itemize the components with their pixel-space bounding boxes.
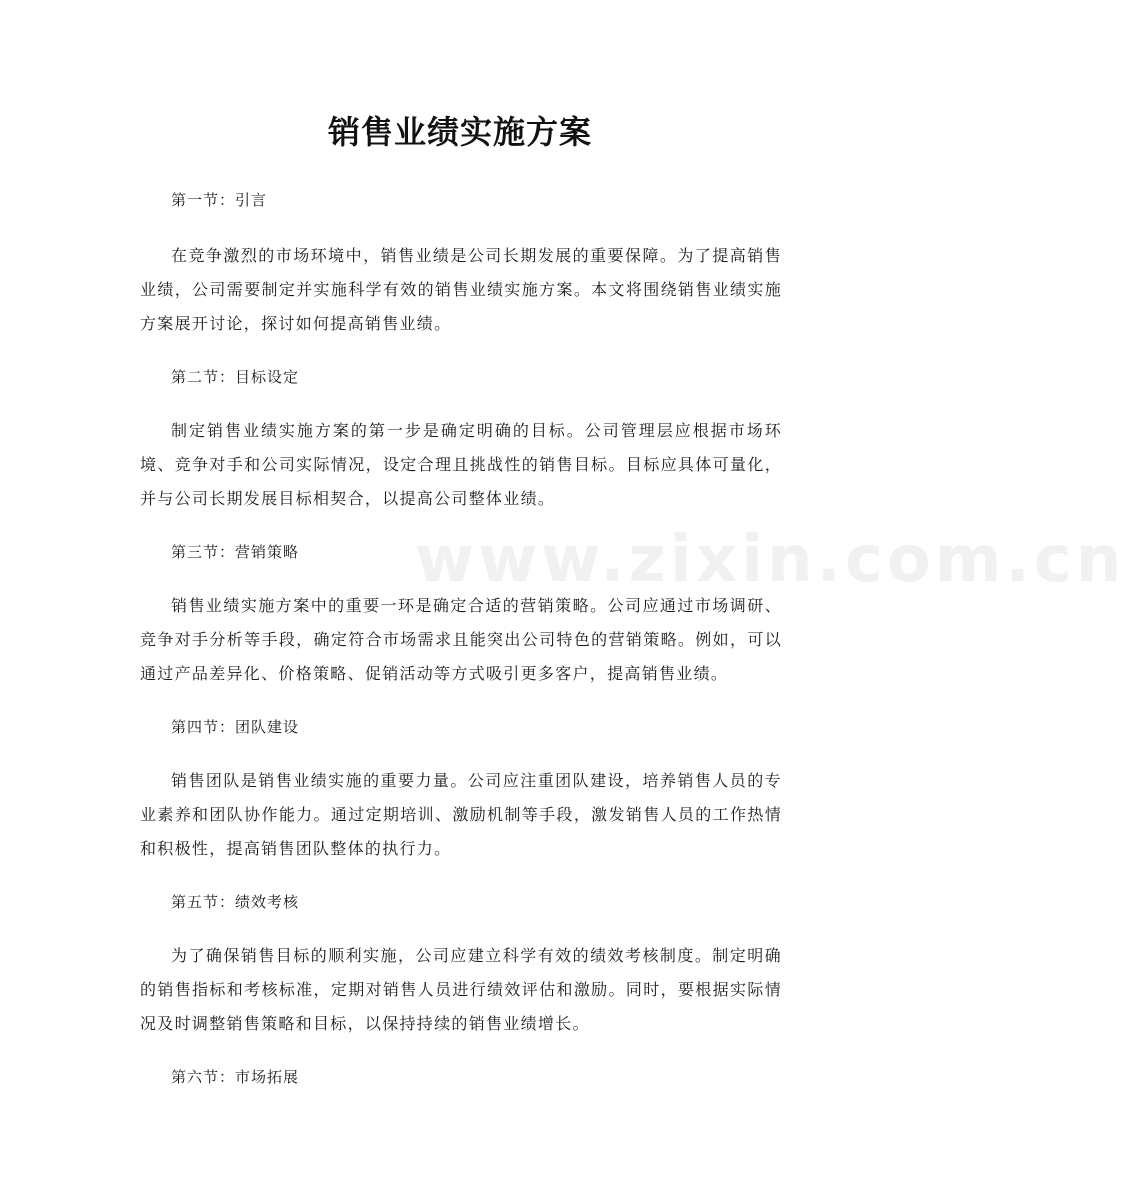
watermark: www.zixin.com.cn <box>415 523 1125 597</box>
section-heading-5: 第五节：绩效考核 <box>171 893 300 911</box>
section-heading-6: 第六节：市场拓展 <box>171 1068 300 1086</box>
page-title: 销售业绩实施方案 <box>327 113 592 151</box>
section-heading-1: 第一节：引言 <box>171 191 268 209</box>
section-heading-2: 第二节：目标设定 <box>171 368 300 386</box>
section-paragraph-4: 销售团队是销售业绩实施的重要力量。公司应注重团队建设，培养销售人员的专业素养和团队协作能力。通过定期培训、激励机制等手段，激发销售人员的工作热情和积极性，提高销售团队整体的执行力。 <box>140 771 782 858</box>
section-paragraph-3: 销售业绩实施方案中的重要一环是确定合适的营销策略。公司应通过市场调研、竞争对手分析等手段，确定符合市场需求且能突出公司特色的营销策略。例如，可以通过产品差异化、价格策略、促销活动等方式吸引更多客户，提高销售业绩。 <box>140 596 782 683</box>
document-body <box>140 184 782 1093</box>
section-paragraph-1: 在竞争激烈的市场环境中，销售业绩是公司长期发展的重要保障。为了提高销售业绩，公司需要制定并实施科学有效的销售业绩实施方案。本文将围绕销售业绩实施方案展开讨论，探讨如何提高销售业绩。 <box>140 246 782 333</box>
section-paragraph-5: 为了确保销售目标的顺利实施，公司应建立科学有效的绩效考核制度。制定明确的销售指标和考核标准，定期对销售人员进行绩效评估和激励。同时，要根据实际情况及时调整销售策略和目标，以保持持续的销售业绩增长。 <box>140 946 782 1033</box>
section-heading-4: 第四节：团队建设 <box>171 718 300 736</box>
section-heading-3: 第三节：营销策略 <box>171 543 300 561</box>
section-paragraph-2: 制定销售业绩实施方案的第一步是确定明确的目标。公司管理层应根据市场环境、竞争对手和公司实际情况，设定合理且挑战性的销售目标。目标应具体可量化，并与公司长期发展目标相契合，以提高公司整体业绩。 <box>140 421 782 508</box>
